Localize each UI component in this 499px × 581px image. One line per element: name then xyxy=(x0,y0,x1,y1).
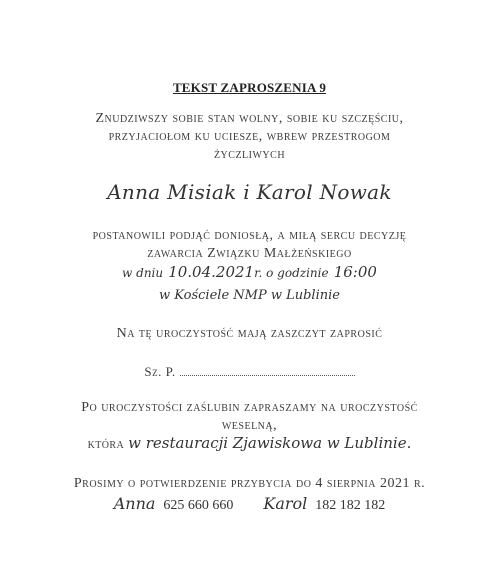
contacts-line xyxy=(0,494,499,514)
couple-names: Anna Misiak i Karol Nowak xyxy=(107,180,392,204)
reception-line-3 xyxy=(0,434,499,453)
contact-name-karol: Karol xyxy=(263,494,308,513)
ceremony-when xyxy=(0,262,499,281)
when-mid: r. o godzinie xyxy=(254,266,329,280)
intro-line-2: przyjaciołom ku uciesze, wbrew przestrogom xyxy=(108,129,391,144)
reception-prefix: która xyxy=(87,437,125,452)
ceremony-time: 16:00 xyxy=(333,263,377,281)
when-prefix: w dniu xyxy=(122,266,164,280)
guest-line xyxy=(0,364,499,380)
rsvp-line: Prosimy o potwierdzenie przybycia do 4 sierpnia 2021 r. xyxy=(73,476,426,491)
guest-name-dotted-line xyxy=(180,366,355,376)
intro-line-3: życzliwych xyxy=(213,147,286,162)
guest-label: Sz. P. xyxy=(144,364,176,379)
contact-phone-anna: 625 660 660 xyxy=(163,498,234,513)
decision-line-1: postanowili podjąć doniosłą, a miłą sercu decyzję xyxy=(92,228,407,243)
ceremony-date: 10.04.2021 xyxy=(168,263,255,281)
reception-line-2: weselną, xyxy=(221,418,278,433)
contact-phone-karol: 182 182 182 xyxy=(315,498,386,513)
reception-line-1: Po uroczystości zaślubin zapraszamy na uroczystość xyxy=(81,400,418,415)
reception-venue: w restauracji Zjawiskowa w Lublinie. xyxy=(128,434,412,452)
intro-line-1: Znudziwszy sobie stan wolny, sobie ku szczęściu, xyxy=(95,111,404,126)
contact-name-anna: Anna xyxy=(113,494,156,513)
invite-line: Na tę uroczystość mają zaszczyt zaprosić xyxy=(116,326,383,341)
decision-line-2: zawarcia Związku Małżeńskiego xyxy=(147,246,352,261)
page-title: TEKST ZAPROSZENIA 9 xyxy=(172,80,327,95)
ceremony-where: w Kościele NMP w Lublinie xyxy=(159,288,340,303)
